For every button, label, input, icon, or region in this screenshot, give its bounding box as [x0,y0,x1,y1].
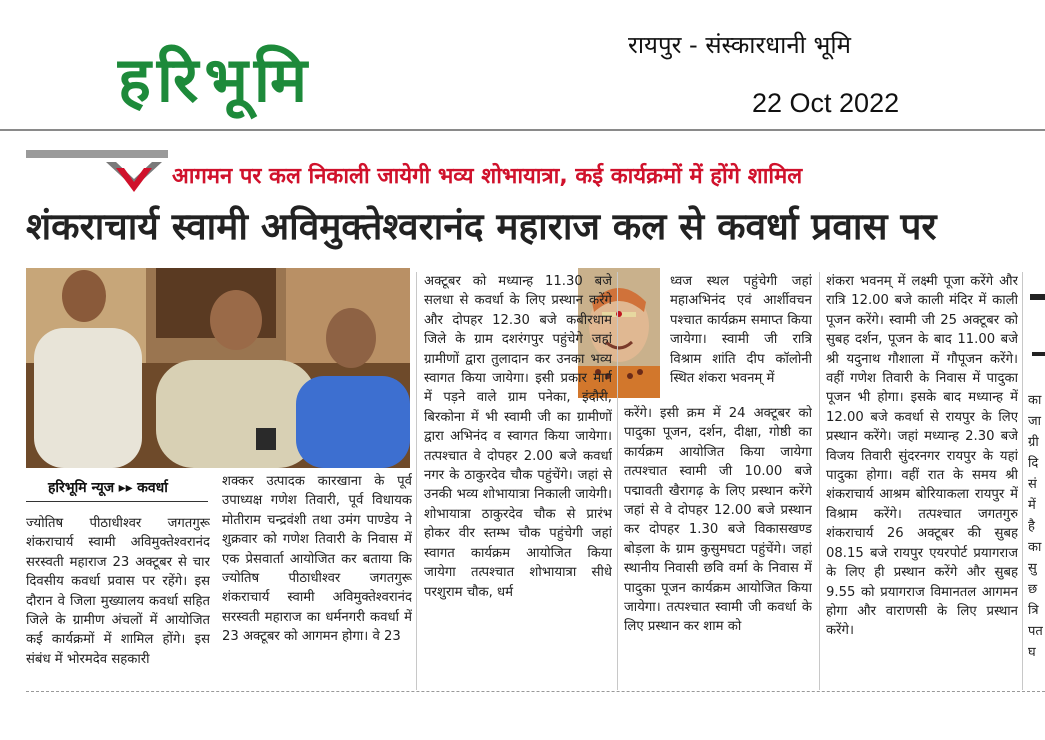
adjacent-article-mark [1030,294,1045,300]
column-4-text: करेंगे। इसी क्रम में 24 अक्टूबर को पादुका पूजन, दर्शन, दीक्षा, गोष्ठी का कार्यक्रम आयोजित किया जायेगा तत्पश्चात स्वामी जी 10.00 बजे पद्मावती खैरागढ़ के लिए प्रस्थान करेंगे जहां से वे दोपहर 12.00 बजे प्रस्थान कर दोपहर 1.30 बजे विकासखण्ड बोड़ला के ग्राम कुसुमघटा पहुंचेंगे। जहां स्थानीय निवासी छवि वर्मा के निवास में पादुका पूजन कार्यक्रम आयोजित किया जायेगा। तत्पश्चात स्वामी जी कवर्धा के लिए प्रस्थान कर शाम को [624,406,812,635]
article-column-4 [624,404,812,689]
column-separator [617,272,618,690]
byline-rule [26,501,208,502]
press-conference-photo [26,268,410,468]
byline-source: हरिभूमि न्यूज [48,480,115,496]
column-5-text: शंकरा भवनम् में लक्ष्मी पूजा करेंगे और रात्रि 12.00 बजे काली मंदिर में काली पूजन करेंगे। स्वामी जी 25 अक्टूबर को सुबह दर्शन, पूजन के बाद 11.00 बजे श्री यदुनाथ गौशाला में गौपूजन करेंगे। वहीं गणेश तिवारी के निवास में पादुका पूजन भी होगा। इसके बाद मध्यान्ह में 12.00 बजे कवर्धा से रायपुर के लिए प्रस्थान करेंगे। जहां मध्यान्ह 2.30 बजे विजय तिवारी सुंदरनगर रायपुर के यहां पादुका होगा। वहीं रात के समय श्री शंकराचार्य आश्रम बोरियाकला रायपुर में विश्राम करेंगे। तत्पश्चात जगतगुरु शंकराचार्य 26 अक्टूबर की सुबह 08.15 बजे रायपुर एयरपोर्ट प्रयागराज के लिए ही प्रस्थान करेंगे और सुबह 9.55 को प्रयागराज विमानतल आगमन होगा और वाराणसी के लिए प्रस्थान करेंगे। [826,274,1018,639]
edition-name: रायपुर - संस्कारधानी भूमि [628,31,851,59]
byline-arrow: ▸▸ [118,480,133,496]
column-separator [819,272,820,690]
article-column-4-top [670,272,812,404]
article-headline: शंकराचार्य स्वामी अविमुक्तेश्वरानंद महाराज कल से कवर्धा प्रवास पर [26,205,937,248]
column-4-top-text: ध्वज स्थल पहुंचेगी जहां महाअभिनंद एवं आर्शीवचन पश्चात कार्यक्रम समाप्त किया जायेगा। स्वामी जी रात्रि विश्राम शांति दीप कॉलोनी स्थित शंकरा भवनम् में [670,274,812,387]
masthead-divider [0,129,1045,131]
article-column-5 [826,272,1018,689]
article-column-2 [222,472,412,689]
kicker-bar [26,150,168,158]
bottom-rule [26,691,1045,692]
column-separator [416,272,417,690]
adjacent-article-fragment [1028,390,1045,690]
byline-place: कवर्धा [137,480,168,496]
byline [48,478,168,497]
column-2-text: शक्कर उत्पादक कारखाना के पूर्व उपाध्यक्ष गणेश तिवारी, पूर्व विधायक मोतीराम चन्द्रवंशी तथा उमंग पाण्डेय ने शुक्रवार को गणेश तिवारी के निवास में एक प्रेसवार्ता आयोजित कर बताया कि ज्योतिष पीठाधीश्वर जगतगुरू शंकराचार्य स्वामी अविमुक्तेश्वरानंद सरस्वती महाराज का धर्मनगरी कवर्धा में 23 अक्टूबर को आगमन होगा। वे 23 [222,474,412,645]
publication-date: 22 Oct 2022 [752,88,900,118]
column-separator [1022,272,1023,690]
article-column-3 [424,272,612,689]
adjacent-article-mark [1032,352,1045,356]
newspaper-logo: हरिभूमि [118,43,314,116]
adjacent-article-text: का जा ग्री दि सं में है का सु छ त्रि पत घ [1028,393,1043,660]
column-3-text: अक्टूबर को मध्यान्ह 11.30 बजे सलधा से कवर्धा के लिए प्रस्थान करेंगे और दोपहर 12.30 बजे कबीरधाम जिले के ग्राम दशरंगपुर पहुंचेगे जहां ग्रामीणों द्वारा तुलादान कर उनका भव्य स्वागत किया जायेगा। इसी प्रकार मार्ग में पड़ने वाले ग्राम पनेका, इंदौरी, बिरकोना में भी स्वामी जी का ग्रामीणों द्वारा अभिनंद व स्वागत किया जायेगा। तत्पश्चात वे दोपहर 2.00 बजे कवर्धा नगर के ठाकुरदेव चौक पहुंचेंगे। जहां से उनकी भव्य शोभायात्रा निकाली जायेगी। शोभायात्रा ठाकुरदेव चौक से प्रारंभ होकर वीर स्तम्भ चौक पहुंचेगी जहां स्वागत कार्यक्रम आयोजित किया जायेगा तत्पश्चात शोभायात्रा सीधे परशुराम चौक, धर्म [424,274,612,600]
article-kicker: आगमन पर कल निकाली जायेगी भव्य शोभायात्रा, कई कार्यक्रमों में होंगे शामिल [172,164,803,189]
chevron-down-icon [104,160,164,194]
article-column-1 [26,514,210,689]
column-1-text: ज्योतिष पीठाधीश्वर जगतगुरू शंकराचार्य स्वामी अविमुक्तेश्वरानंद सरस्वती महाराज 23 अक्टूबर से चार दिवसीय कवर्धा प्रवास पर रहेंगे। इस दौरान वे जिला मुख्यालय कवर्धा सहित जिले के ग्रामीण अंचलों में आयोजित कई कार्यक्रमों में शामिल होंगे। इस संबंध में भोरमदेव सहकारी [26,516,210,667]
